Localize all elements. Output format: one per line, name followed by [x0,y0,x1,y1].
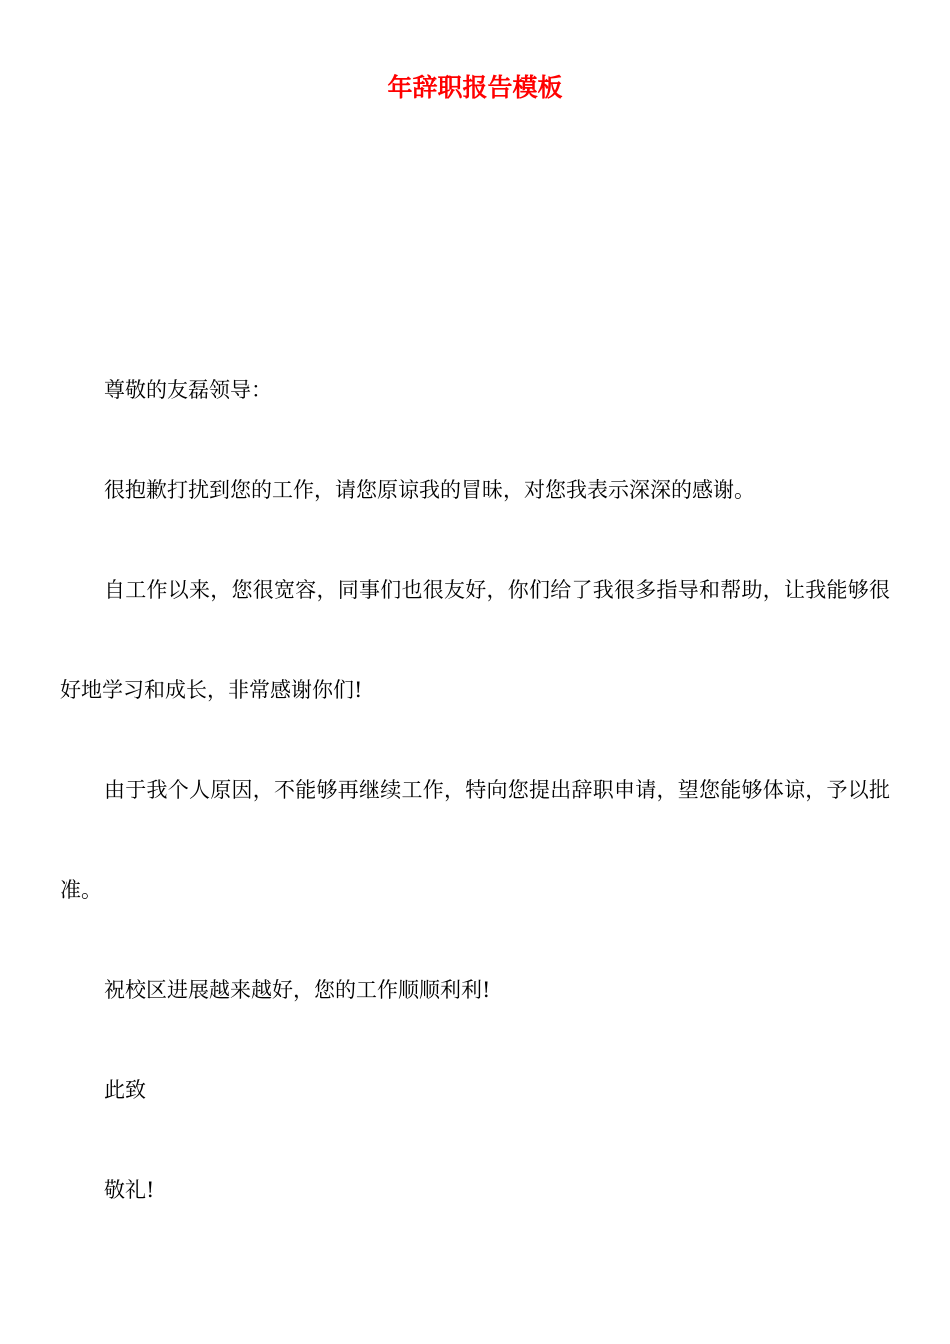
paragraph-apology: 很抱歉打扰到您的工作，请您原谅我的冒昧，对您我表示深深的感谢。 [104,478,755,502]
paragraph-wishes: 祝校区进展越来越好，您的工作顺顺利利! [104,978,491,1002]
paragraph-gratitude: 自工作以来，您很宽容，同事们也很友好，你们给了我很多指导和帮助，让我能够很好地学习和成长，非常感谢你们! [60,578,890,702]
closing-line-1: 此致 [104,1078,146,1102]
salutation: 尊敬的友磊领导： [104,378,272,402]
document-body [60,340,890,1240]
document-title: 年辞职报告模板 [387,73,563,102]
closing-line-2: 敬礼! [104,1178,155,1202]
paragraph-resignation-reason: 由于我个人原因，不能够再继续工作，特向您提出辞职申请，望您能够体谅，予以批准。 [60,778,890,902]
